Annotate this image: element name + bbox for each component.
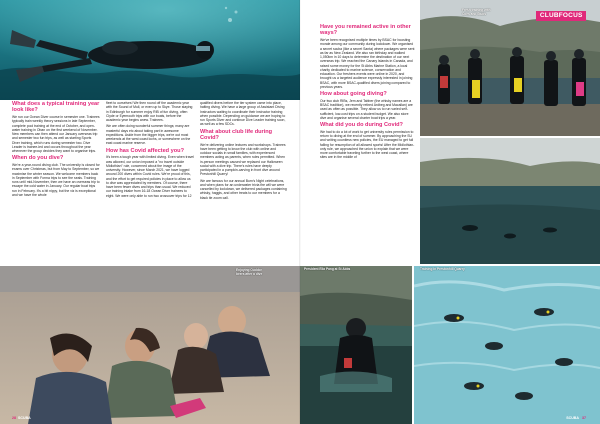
right-page — [300, 0, 600, 424]
body-covid-affected: It's been a tough year with limited diving. Even when travel was allowed, our union imposed a "no travel outside Midlothian" rule, concerned about the image of the university. However, since March 2021, we have logged around 200 dives within Covid rules. We're proud of this, and the effort to get required policies in place to allow us to dive was appreciated by members. Of course, there have been fewer dives and trips than usual. We reduced our training intake from 16-18 Ocean Diver trainees to eight. We were only able to run two crossover trips for 12 — [106, 155, 194, 198]
body-going-diving: Our two club RIBs, Jem and Tabber (the whisky names are a BSAC tradition), we recently retired Ardbeg and Macallan) are used as often as possible. They allow us to run varied self-sufficient, low-cost trips on a student budget. We also store dive and organise several charter boat trips a year. — [320, 98, 413, 120]
caption-president: President Ella Pang at St Abbs — [304, 267, 351, 271]
caption-beach: Enjoying Ouddor beers after a dive — [236, 268, 263, 276]
heading-going-diving: How about going diving? — [320, 91, 387, 97]
caption-pool: Training in Prestonhill Quarry — [420, 267, 465, 271]
left-magazine-name: SCUBA — [18, 416, 31, 420]
caption-quarry-group: Fresh training with Coes and Stubs — [462, 8, 491, 16]
heading-covid-affected: How has Covid affected you? — [106, 147, 185, 154]
body-during-covid: We had to do a lot of work to get university rules permission to return to diving at the end of summer. By approaching the SU and writing countless new policies, the EU managed to get full falling for resumption of all allowed sports! After the Midlothian-only rule, we approached the union to explain that we were more comfortable traveling further to the west coast, where sites are in the middle of — [320, 129, 415, 160]
heading-during-covid: What did you do during Covid? — [320, 122, 403, 129]
body-club-life: We're delivering online lectures and workshops. Trainees have been getting to know the club with online and outdoor socials in small families, with experienced members acting as parents, when rules permitted. When in-person meetings caused we replaced our Halloween social with a dive trip. There's rules have deeply participated in a pumpkin-carving in front dive around Prestonhill Quarry! — [200, 142, 286, 177]
left-column-1 — [12, 101, 100, 199]
right-text-column — [320, 24, 415, 162]
body-summer: We are often doing wonderful summer things; many are masterful days etc about taking part in awesome expeditions. Aside from the bigger trips, we're out most weekends at the west coast lochs, or somewhere on the east coast marine reserve. — [106, 124, 191, 146]
left-column-3 — [200, 101, 288, 202]
body-qualified-divers: qualified divers before the tier system came into place, halting diving. We have a large group of Assistant Diving Instructors waiting to coordinate their instructor training when possible. Depending on guidance we are hoping to run Sports Diver and continue Dive Leader training soon, as well as a few SDCs. — [200, 101, 286, 127]
heading-active-other-ways: Have you remained active in other ways? — [320, 24, 411, 37]
right-magazine-name: SCUBA — [566, 416, 579, 420]
beach-group-photo — [0, 266, 300, 424]
body-when-dive: We're a year-round diving club. The university is closed for exams over Christmas, but from May to September, so we maximise the winter season. We welcome members back in September with Forma trips to see the seals. Training runs until mid-November, then we have an overseas trip to escape the cold water in January. Our regular boat trips run in February. It's a bit nippy, but the viz is exceptional and we have the whole — [12, 163, 100, 197]
left-page-number: 28 — [12, 416, 16, 420]
pool-training-photo — [414, 266, 600, 424]
right-page-number: 37 — [582, 416, 586, 420]
heading-club-life: What about club life during Covid? — [200, 128, 273, 141]
body-active-other-ways: We've been recognised multiple times by BSAC for boosting morale among our community during lockdown. We organised a secret scuba (like a secret Santa) where packages were sent as far as New Zealand. We also ran birthday and walked 1,050km in 10 days to determine the destination of our next overseas trip. We reached the Canary Islands in Canada, and raised some money for the St Abbs Marine Station, a local charity dedicated to marine science, conservation and education. Our freshers events were online in 2020, and brought us a targeted audience expressly interested in joining BSAC, with more BSAC-qualified divers joining compared to previous years. — [320, 38, 415, 89]
heading-when-dive: When do you dive? — [12, 155, 64, 162]
body-burns-night: We are famous for our annual Burn's Night celebrations, and when plans for an underwater trivia fire will we were cancelled by lockdown, we delivered packages containing whisky, haggis, and other treats to our members for a black tie zoom call. — [200, 178, 287, 200]
left-folio — [12, 416, 31, 420]
page-gutter — [299, 0, 301, 424]
heading-training-year: What does a typical training year look like? — [12, 101, 100, 114]
underwater-diver-photo — [0, 0, 300, 100]
president-photo — [300, 266, 412, 424]
left-column-2 — [106, 101, 194, 200]
body-fleet: fleet to ourselves! We then round off the academic year with the Sound of Mull, or even up to Skye. Those staying in Edinburgh for summer enjoy RIB of fun diving, often Clyde or Eyemouth trips with our boats, before the academic year begins anew. Trainees. — [106, 101, 193, 122]
club-focus-tag: CLUBFOCUS — [536, 11, 586, 21]
body-training-year: We run our Ocean Diver course in semester one. Trainees typically train weekly theory sessions in late September, complete pool training at the end of October, and open-water training in Oban on the first weekend of November. New members can then attend our January overseas trip and semester two fun trips, as well as starting Sports Diver training, which runs during semester two. Dive Leader is trainee-led and occurs throughout the year whenever the group decides they want to organise trips. — [12, 115, 100, 153]
right-folio — [566, 416, 588, 420]
quarry-lake-photo — [420, 138, 600, 264]
